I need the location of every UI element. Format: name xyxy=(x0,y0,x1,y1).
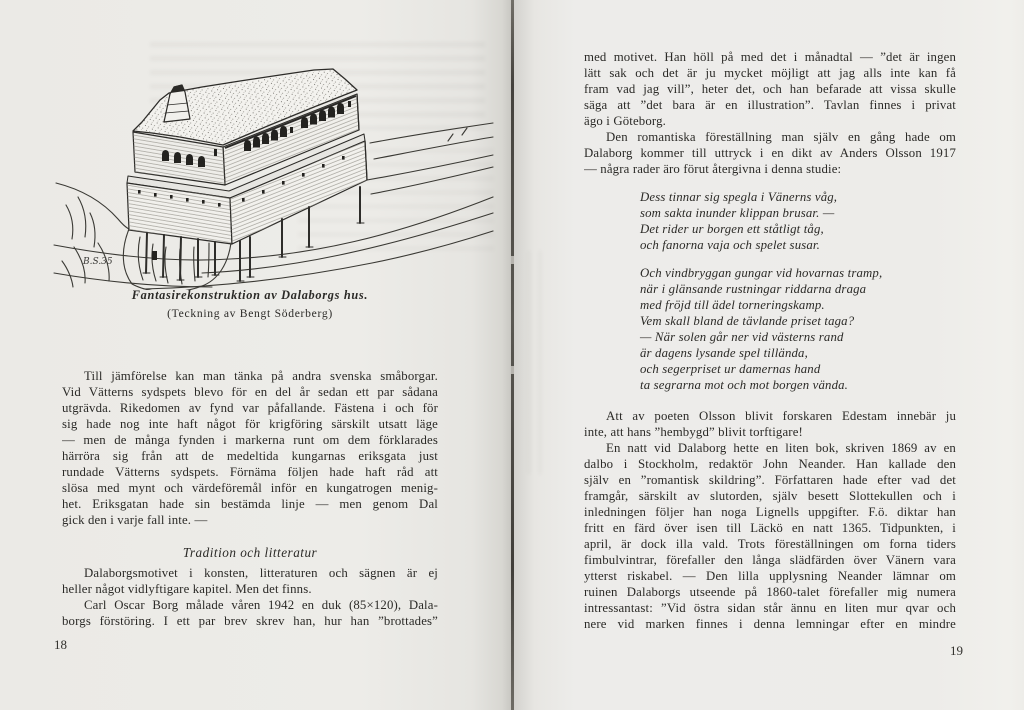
binding-gutter xyxy=(511,0,514,710)
text-line: borgs förstöring. I ett par brev skrev han, hur han ”brottades” xyxy=(62,614,438,628)
text-line: säga att ”det bara är en illustration”. Tavlan finnes i privat xyxy=(584,98,956,112)
text-line: ruinen Dalaborgs utseende på 1860-talet förefaller mig numera xyxy=(584,585,956,599)
text-line: inte, att hans ”hembygd” blivit torftigare! xyxy=(584,425,803,439)
text-line: rundade Vätterns sydspets. Förnäma följen hade haft råd att xyxy=(62,465,438,479)
text-line: Till jämförelse kan man tänka på andra svenska småborgar. xyxy=(84,369,438,383)
illustration-caption-credit: (Teckning av Bengt Söderberg) xyxy=(167,307,333,320)
text-line: — några rader äro förut återgivna i denna studie: xyxy=(584,162,842,176)
paragraph xyxy=(584,409,956,441)
poem-line: med fröjd till ädel torneringskamp. xyxy=(640,298,825,312)
poem-line: Vem skall bland de tävlande priset taga? xyxy=(640,314,855,328)
text-line: het. Eriksgatan hade sin bestämda linje — men genom Dal xyxy=(62,497,438,511)
text-line: fritt en färd över isen till Läckö en natt 1365. Tidpunkten, i xyxy=(584,521,956,535)
paragraph xyxy=(62,566,438,598)
text-line: framgår, särskilt av slutorden, själv besett Slottekullen och i xyxy=(584,489,956,503)
page-number-left: 18 xyxy=(54,637,67,652)
binding-stitch xyxy=(511,256,514,264)
text-line: slösa med mynt och värdeföremål inför en kungatrogen menig- xyxy=(62,481,438,495)
text-line: Dalaborgsmotivet i konsten, litteraturen och sägnen är ej xyxy=(84,566,438,580)
text-line: nere vid marken finnes i denna lemningar efter en mindre xyxy=(584,617,956,631)
text-line: fram vad jag vill”, heter det, och han befarade att vissa skulle xyxy=(584,82,956,96)
poem-stanza xyxy=(640,190,956,254)
dalaborg-illustration xyxy=(52,36,496,290)
text-line: utgrävda. Rikedomen av fynd var påfallande. Fästena i och för xyxy=(62,401,438,415)
poem-stanza xyxy=(640,266,956,394)
page-number-right: 19 xyxy=(950,643,963,658)
poem-line: när i glänsande rustningar riddarna draga xyxy=(640,282,867,296)
poem-line: och segerpriset ur damernas hand xyxy=(640,362,821,376)
poem-line: Dess tinnar sig spegla i Vänerns våg, xyxy=(640,190,838,204)
right-text-column xyxy=(584,50,956,633)
text-line: dalbo i Stockholm, redaktör John Neander. Han kallade den xyxy=(584,457,956,471)
poem-line: Och vindbryggan gungar vid hovarnas tramp, xyxy=(640,266,883,280)
text-line: Carl Oscar Borg målade våren 1942 en duk (85×120), Dala- xyxy=(84,598,438,612)
poem-line: ta segrarna mot och mot borgen vända. xyxy=(640,378,849,392)
section-heading: Tradition och litteratur xyxy=(182,545,318,560)
text-line: intressantast: ”Vid östra sidan står ännu en liten mur qvar och xyxy=(584,601,956,615)
text-line: fimbulvintrar, förefaller den långa slädfärden över Vänern vara xyxy=(584,553,956,567)
text-line: Vid Vätterns sydspets blevo för en del år sedan ett par sådana xyxy=(62,385,438,399)
text-line: Den romantiska föreställning man själv en gång hade om xyxy=(606,130,956,144)
text-line: En natt vid Dalaborg hette en liten bok, skriven 1869 av en xyxy=(606,441,956,455)
left-text-column xyxy=(62,369,438,630)
artist-signature: B.S.35 xyxy=(83,257,113,267)
text-line: ägo i Göteborg. xyxy=(584,114,666,128)
show-through-ghosting xyxy=(527,250,543,475)
paragraph xyxy=(584,130,956,178)
text-line: härröra sig från att de medeltida kungarnas eriksgata just xyxy=(62,449,438,463)
text-line: april, är dock illa vald. Trots föreställningen om forna tiders xyxy=(584,537,956,551)
binding-stitch xyxy=(511,366,514,374)
poem-line: Det rider ur borgen ett ståtligt tåg, xyxy=(640,222,824,236)
text-line: — men de många fynden i markerna runt om dem förklarades xyxy=(62,433,438,447)
door-opening xyxy=(152,251,157,260)
paragraph xyxy=(62,598,438,630)
poem-line: — När solen går ner vid västerns rand xyxy=(640,330,844,344)
text-line: själv en ”romantisk skildring”. Författaren hade efter vad det xyxy=(584,473,956,487)
text-line: sig hade nog inte haft något för krigföring särskilt utsatt läge xyxy=(62,417,438,431)
text-line: ytterst riskabel. — Den lilla upplysning Neander lämnar om xyxy=(584,569,956,583)
text-line: lätt sak och det är ju mycket möjligt att jag alls inte kan få xyxy=(584,66,956,80)
paragraph xyxy=(62,369,438,529)
poem-line: som sakta inunder klippan brusar. — xyxy=(640,206,835,220)
text-line: Att av poeten Olsson blivit forskaren Edestam innebär ju xyxy=(606,409,956,423)
text-line: gick den i varje fall inte. — xyxy=(62,513,208,527)
paragraph xyxy=(584,441,956,633)
poem-line: och fanorna vaja och spelet susar. xyxy=(640,238,820,252)
illustration-caption-title: Fantasirekonstruktion av Dalaborgs hus. xyxy=(131,288,369,302)
text-line: heller något vidlyftigare kapitel. Men det finns. xyxy=(62,582,312,596)
text-line: med motivet. Han höll på med det i månadtal — ”det är ingen xyxy=(584,50,956,64)
paragraph xyxy=(584,50,956,130)
poem-line: är dagens lysande spel tillända, xyxy=(640,346,808,360)
text-line: inledningen följer han noga Lignells uppgifter. F.ö. diktar han xyxy=(584,505,956,519)
text-line: Dalaborg kommer till uttryck i en dikt av Anders Olsson 1917 xyxy=(584,146,956,160)
